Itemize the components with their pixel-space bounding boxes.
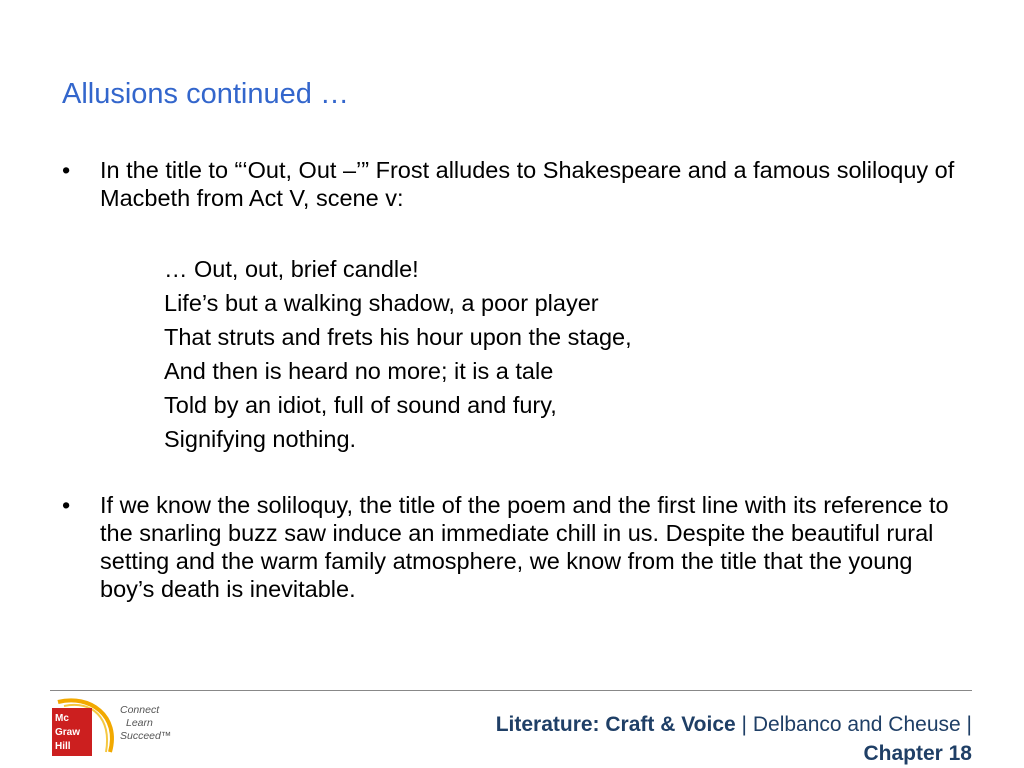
separator: | — [966, 713, 972, 736]
bullet-text: In the title to “‘Out, Out –’” Frost alludes to Shakespeare and a famous soliloquy of Macbeth from Act V, scene v: — [100, 157, 955, 211]
bullet-marker: • — [62, 492, 71, 518]
bullet-text: If we know the soliloquy, the title of the poem and the first line with its reference to the snarling buzz saw induce an immediate chill in us. Despite the beautiful rural setting and the warm family atmosphere, we know from the title that the young boy’s death is inevitable. — [100, 492, 949, 602]
quote-line: That struts and frets his hour upon the stage, — [164, 324, 632, 350]
quote-line: … Out, out, brief candle! — [164, 256, 419, 282]
quote-line: And then is heard no more; it is a tale — [164, 358, 554, 384]
svg-text:Graw: Graw — [55, 727, 81, 738]
footer-citation — [496, 710, 972, 768]
mcgraw-hill-logo — [50, 696, 190, 758]
bullet-item — [62, 156, 962, 212]
logo-graphic — [50, 696, 190, 758]
svg-text:Succeed™: Succeed™ — [120, 730, 172, 742]
quote-line: Life’s but a walking shadow, a poor player — [164, 290, 599, 316]
book-title: Literature: Craft & Voice — [495, 713, 736, 736]
quote-line: Told by an idiot, full of sound and fury, — [164, 392, 557, 418]
footer-divider — [50, 690, 972, 691]
svg-text:Connect: Connect — [120, 704, 160, 716]
slide-title: Allusions continued … — [62, 78, 349, 110]
quote-line: Signifying nothing. — [164, 426, 357, 452]
svg-text:Mc: Mc — [55, 713, 69, 724]
separator: | — [741, 713, 748, 736]
macbeth-quote — [164, 252, 632, 456]
authors: Delbanco and Cheuse — [752, 713, 961, 736]
svg-text:Hill: Hill — [55, 741, 71, 752]
bullet-marker: • — [62, 157, 71, 183]
chapter-label: Chapter 18 — [863, 742, 972, 765]
bullet-item — [62, 491, 962, 603]
svg-text:Learn: Learn — [126, 717, 153, 729]
